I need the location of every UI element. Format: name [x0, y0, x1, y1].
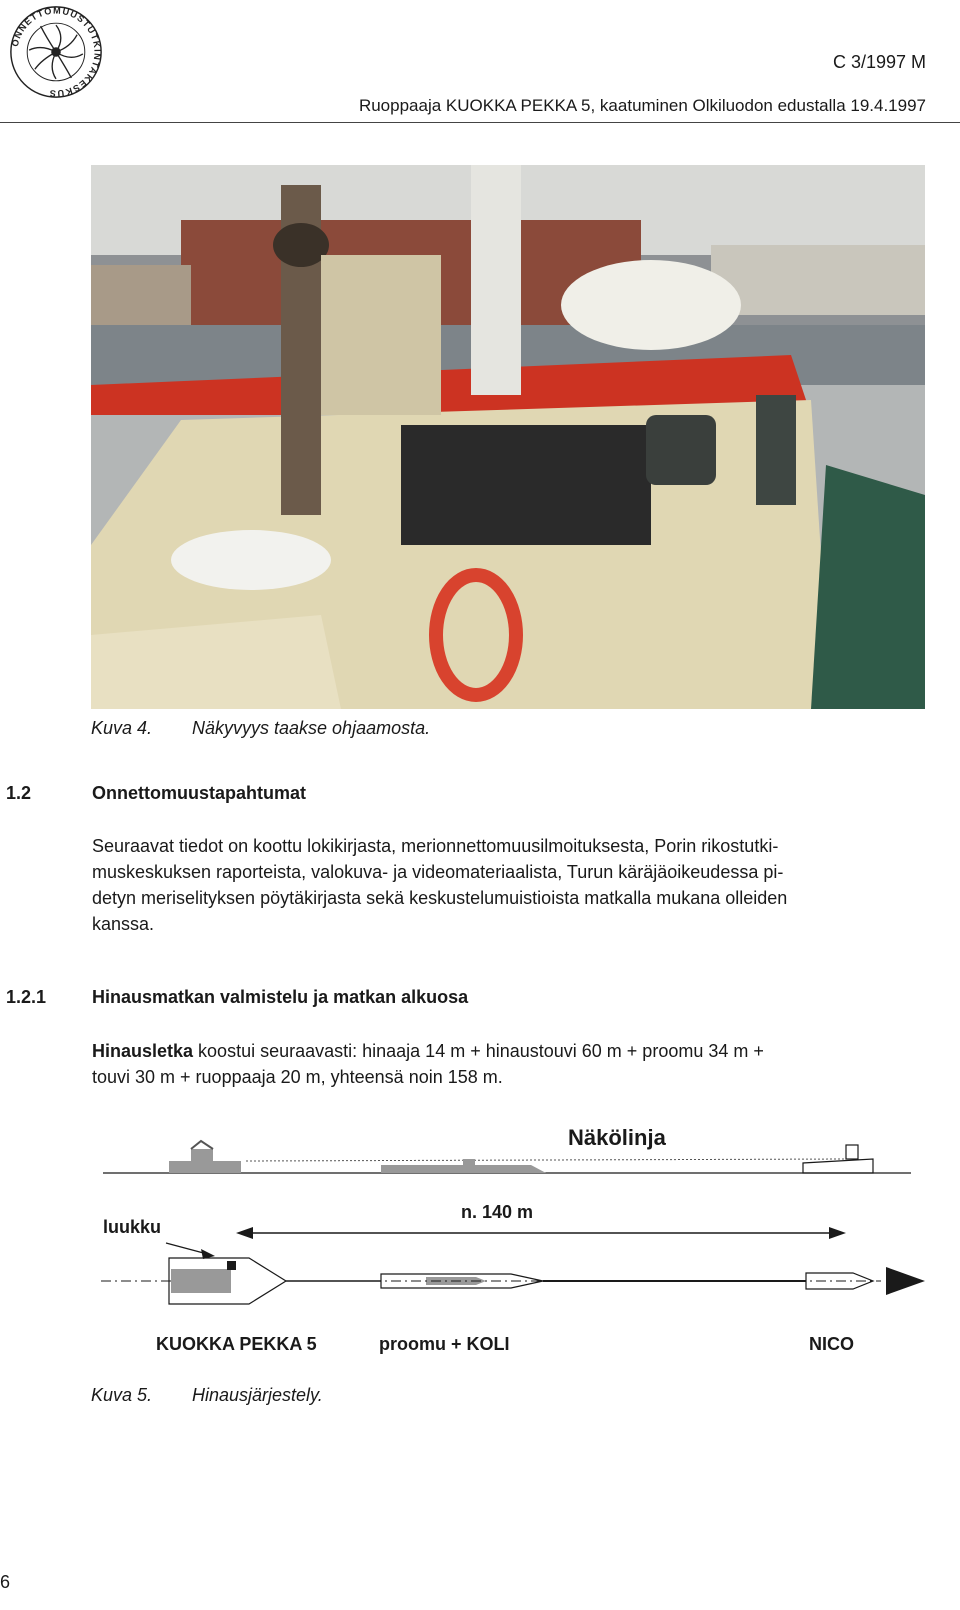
figure4-label: Kuva 4. — [91, 718, 153, 738]
paragraph-line: Seuraavat tiedot on koottu lokikirjasta, merionnettomuusilmoituksesta, Porin rikostutki- — [92, 836, 779, 856]
section-title: Onnettomuustapahtumat — [92, 783, 306, 803]
figure5-caption — [91, 1385, 323, 1406]
report-title: Ruoppaaja KUOKKA PEKKA 5, kaatuminen Olkiluodon edustalla 19.4.1997 — [358, 96, 926, 115]
dredger-plan-view — [169, 1258, 286, 1304]
distance-arrow — [236, 1227, 846, 1239]
direction-arrow-icon — [886, 1267, 925, 1295]
bold-term: Hinausletka — [92, 1041, 194, 1061]
barge-plan-view — [371, 1274, 546, 1288]
towing-arrangement-diagram — [91, 1115, 925, 1375]
section-number: 1.2 — [6, 783, 32, 803]
paragraph-line: kanssa. — [92, 914, 155, 934]
tugboat-photo — [91, 165, 925, 709]
subsection-number: 1.2.1 — [6, 987, 47, 1007]
dredger-name: KUOKKA PEKKA 5 — [156, 1334, 317, 1354]
paragraph-line: muskeskuksen raporteista, valokuva- ja videomateriaalista, Turun käräjäoikeudessa pi- — [92, 862, 784, 882]
section-paragraph — [92, 833, 926, 937]
header-divider — [0, 122, 960, 123]
barge-name: proomu + KOLI — [379, 1334, 510, 1354]
paragraph-line: touvi 30 m + ruoppaaja 20 m, yhteensä noin 158 m. — [92, 1067, 503, 1087]
page-number: 6 — [0, 1572, 11, 1592]
hatch-label: luukku — [103, 1217, 162, 1237]
paragraph-line: detyn meriselityksen pöytäkirjasta sekä keskustelumuistioista matkalla mukana olleiden — [92, 888, 788, 908]
report-code: C 3/1997 M — [832, 52, 926, 72]
tug-plan-view — [796, 1273, 881, 1289]
sightline-label: Näkölinja — [568, 1125, 666, 1150]
distance-label: n. 140 m — [461, 1202, 534, 1222]
paragraph-line: Hinausletka koostui seuraavasti: hinaaja 14 m + hinaustouvi 60 m + proomu 34 m + — [92, 1041, 764, 1061]
dredger-side-view — [169, 1141, 241, 1173]
barge-side-view — [381, 1159, 546, 1173]
subsection-title: Hinausmatkan valmistelu ja matkan alkuosa — [92, 987, 469, 1007]
subsection-paragraph — [92, 1038, 926, 1090]
figure5-text: Hinausjärjestely. — [192, 1385, 323, 1405]
figure4-text: Näkyvyys taakse ohjaamosta. — [192, 718, 431, 738]
seal-text: ONNETTOMUUSTUTKINTAKESKUS — [9, 5, 103, 99]
tug-name: NICO — [809, 1334, 854, 1354]
figure4-caption — [91, 718, 430, 739]
sightline — [246, 1159, 846, 1161]
accident-investigation-seal — [8, 4, 104, 100]
figure5-label: Kuva 5. — [91, 1385, 153, 1405]
